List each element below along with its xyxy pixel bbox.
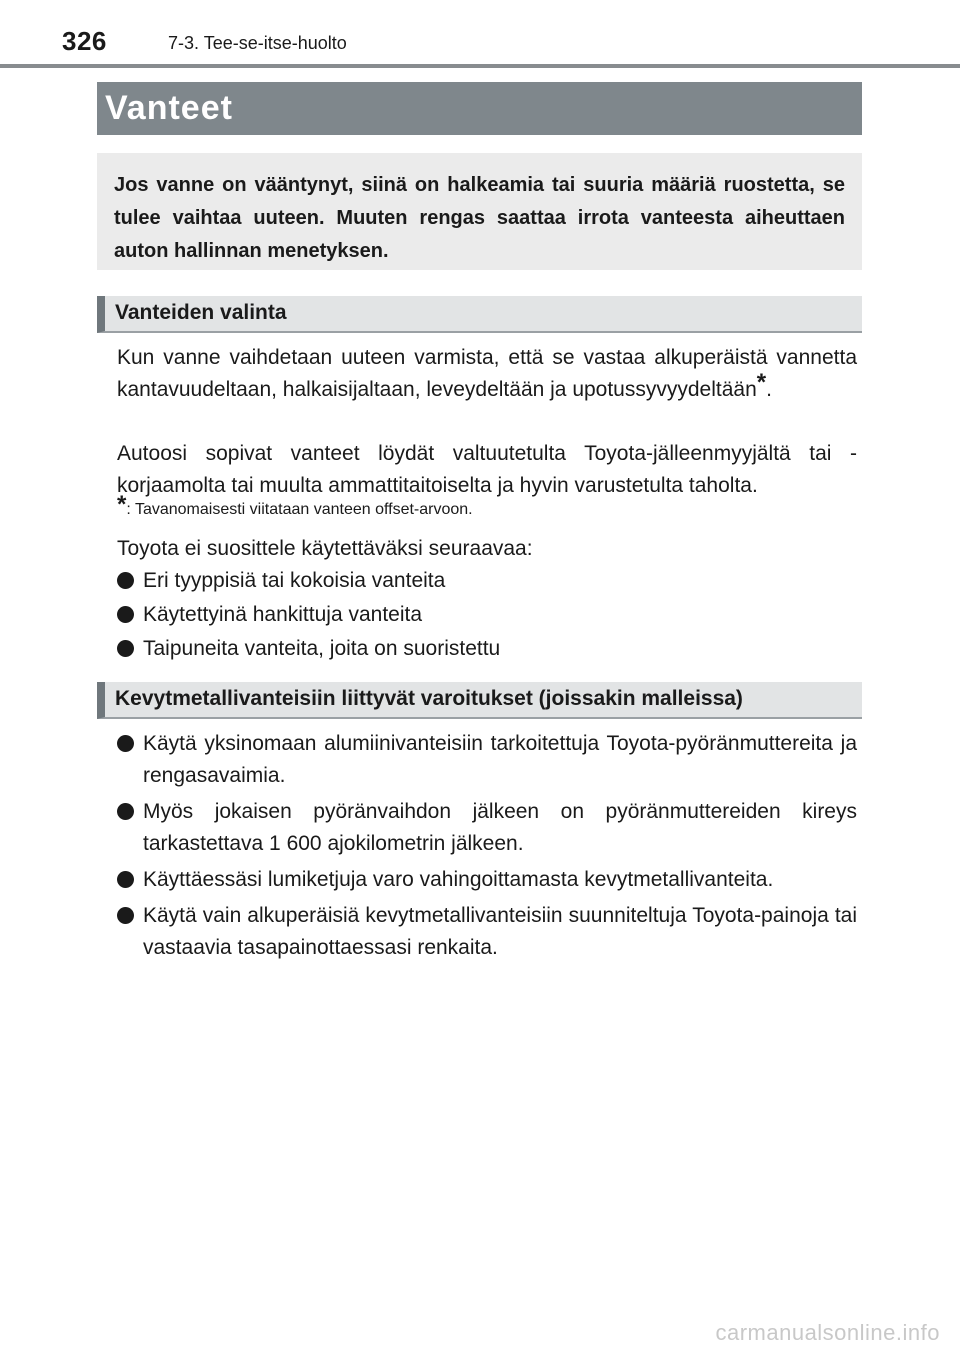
list-item [117,565,857,597]
list-item-text: Käytä vain alkuperäisiä kevytmetallivanteisiin suunniteltuja Toyota-painoja tai vastaavia tasapainottaessasi renkaita. [143,904,857,959]
page-number: 326 [62,26,107,56]
intro-text: Jos vanne on vääntynyt, siinä on halkeamia tai suuria määriä ruostetta, se tulee vaihtaa uuteen. Muuten rengas saattaa irrota vanteesta aiheuttaen auton hallinnan menetyksen. [114,174,845,262]
bullet-icon [117,606,134,623]
list-item [117,599,857,631]
paragraph-end: . [766,378,772,401]
list-item [117,796,857,860]
intro-box [97,153,862,270]
bullet-icon [117,803,134,820]
footnote [117,491,857,522]
list-item-text: Käytä yksinomaan alumiinivanteisiin tarkoitettuja Toyota-pyöränmuttereita ja rengasavaimia. [143,732,857,787]
footnote-asterisk: * [117,491,127,518]
section-reference: 7-3. Tee-se-itse-huolto [168,33,347,53]
watermark: carmanualsonline.info [715,1320,940,1345]
paragraph-text: Kun vanne vaihdetaan uuteen varmista, että se vastaa alkuperäistä vannetta kantavuudeltaan, halkaisijaltaan, leveydeltään ja upotussyvyydeltään [117,346,857,401]
title-bar [97,82,862,135]
list-item-text: Käyttäessäsi lumiketjuja varo vahingoittamasta kevytmetallivanteita. [143,868,774,891]
rim-selection-paragraph [117,342,857,406]
not-recommended-intro: Toyota ei suosittele käytettäväksi seuraavaa: [117,537,533,560]
bullet-icon [117,640,134,657]
not-recommended-list [117,565,857,667]
header-rule [0,64,960,68]
bullet-icon [117,907,134,924]
dealer-paragraph: Autoosi sopivat vanteet löydät valtuutetulta Toyota-jälleenmyyjältä tai -korjaamolta tai muulta ammattitaitoiselta ja hyvin varustetulta taholta. [117,442,857,497]
list-item [117,633,857,665]
list-item [117,728,857,792]
subheading-rim-selection [97,296,862,333]
list-item-text: Eri tyyppisiä tai kokoisia vanteita [143,569,446,592]
alloy-warnings-list [117,728,857,968]
subheading-text: Vanteiden valinta [115,301,287,324]
list-item-text: Käytettyinä hankittuja vanteita [143,603,423,626]
subheading-text: Kevytmetallivanteisiin liittyvät varoitukset (joissakin malleissa) [115,687,743,710]
page-title: Vanteet [105,89,233,127]
list-item [117,900,857,964]
bullet-icon [117,871,134,888]
footnote-text: : Tavanomaisesti viitataan vanteen offset-arvoon. [126,501,473,518]
bullet-icon [117,735,134,752]
bullet-icon [117,572,134,589]
list-item-text: Myös jokaisen pyöränvaihdon jälkeen on pyöränmuttereiden kireys tarkastettava 1 600 ajokilometrin jälkeen. [143,800,857,855]
subheading-alloy-warnings [97,682,862,719]
list-item-text: Taipuneita vanteita, joita on suoristettu [143,637,501,660]
asterisk-mark: * [756,369,767,396]
list-item [117,864,857,896]
